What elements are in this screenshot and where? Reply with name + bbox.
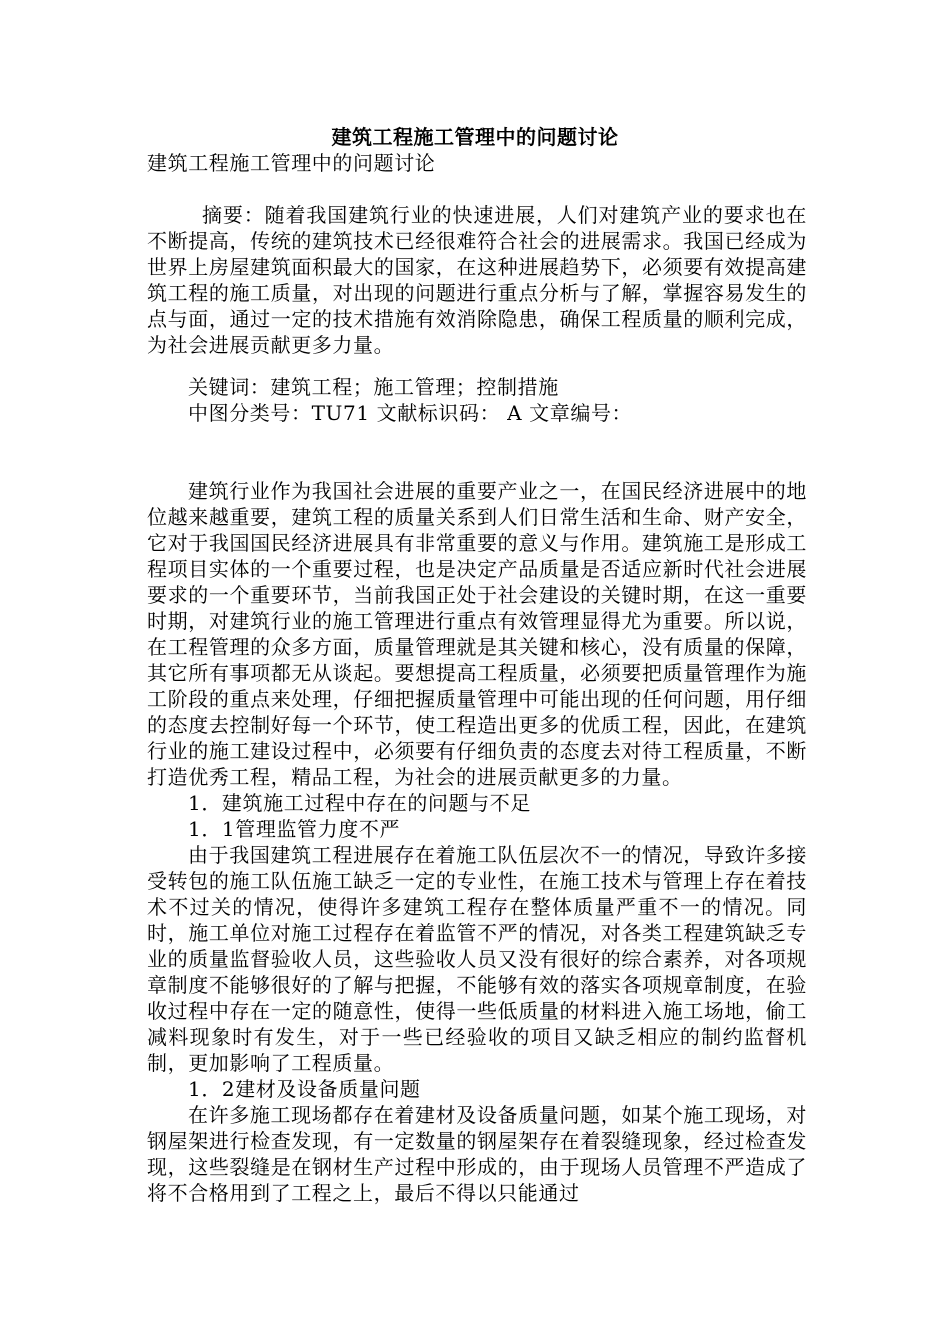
document-title: 建筑工程施工管理中的问题讨论	[331, 125, 619, 149]
intro-paragraph: 建筑行业作为我国社会进展的重要产业之一，在国民经济进展中的地位越来越重要，建筑工程的质量关系到人们日常生活和生命、财产安全，它对于我国国民经济进展具有非常重要的意义与作用。建筑施工是形成工程项目实体的一个重要过程，也是决定产品质量是否适应新时代社会进展要求的一个重要环节，当前我国正处于社会建设的关键时期，在这一重要时期，对建筑行业的施工管理进行重点有效管理显得尤为重要。所以说，在工程管理的众多方面，质量管理就是其关键和核心，没有质量的保障，其它所有事项都无从谈起。要想提高工程质量，必须要把质量管理作为施工阶段的重点来处理，仔细把握质量管理中可能出现的任何问题，用仔细的态度去控制好每一个环节，使工程造出更多的优质工程，因此，在建筑行业的施工建设过程中，必须要有仔细负责的态度去对待工程质量，不断打造优秀工程，精品工程，为社会的进展贡献更多的力量。	[147, 479, 807, 789]
section-1-2-heading: 1．2建材及设备质量问题	[188, 1077, 421, 1101]
classification-line: 中图分类号：TU71 文献标识码： A 文章编号：	[188, 401, 633, 425]
section-1-heading: 1．建筑施工过程中存在的问题与不足	[188, 791, 531, 815]
keywords-line: 关键词：建筑工程；施工管理；控制措施	[188, 375, 559, 399]
section-1-1-paragraph: 由于我国建筑工程进展存在着施工队伍层次不一的情况，导致许多接受转包的施工队伍施工缺乏一定的专业性，在施工技术与管理上存在着技术不过关的情况，使得许多建筑工程存在整体质量严重不一的情况。同时，施工单位对施工过程存在着监管不严的情况，对各类工程建筑缺乏专业的质量监督验收人员，这些验收人员又没有很好的综合素养，对各项规章制度不能够很好的了解与把握，不能够有效的落实各项规章制度，在验收过程中存在一定的随意性，使得一些低质量的材料进入施工场地，偷工减料现象时有发生，对于一些已经验收的项目又缺乏相应的制约监督机制，更加影响了工程质量。	[147, 843, 807, 1075]
section-1-1-heading: 1．1管理监管力度不严	[188, 817, 401, 841]
section-1-2-paragraph: 在许多施工现场都存在着建材及设备质量问题，如某个施工现场，对钢屋架进行检查发现，有一定数量的钢屋架存在着裂缝现象，经过检查发现，这些裂缝是在钢材生产过程中形成的，由于现场人员管理不严造成了将不合格用到了工程之上，最后不得以只能通过	[147, 1103, 807, 1205]
document-subtitle: 建筑工程施工管理中的问题讨论	[147, 151, 436, 175]
body-text	[147, 478, 807, 1206]
abstract-paragraph: 摘要：随着我国建筑行业的快速进展，人们对建筑产业的要求也在不断提高，传统的建筑技术已经很难符合社会的进展需求。我国已经成为世界上房屋建筑面积最大的国家，在这种进展趋势下，必须要有效提高建筑工程的施工质量，对出现的问题进行重点分析与了解，掌握容易发生的点与面，通过一定的技术措施有效消除隐患，确保工程质量的顺利完成，为社会进展贡献更多力量。	[147, 203, 807, 357]
